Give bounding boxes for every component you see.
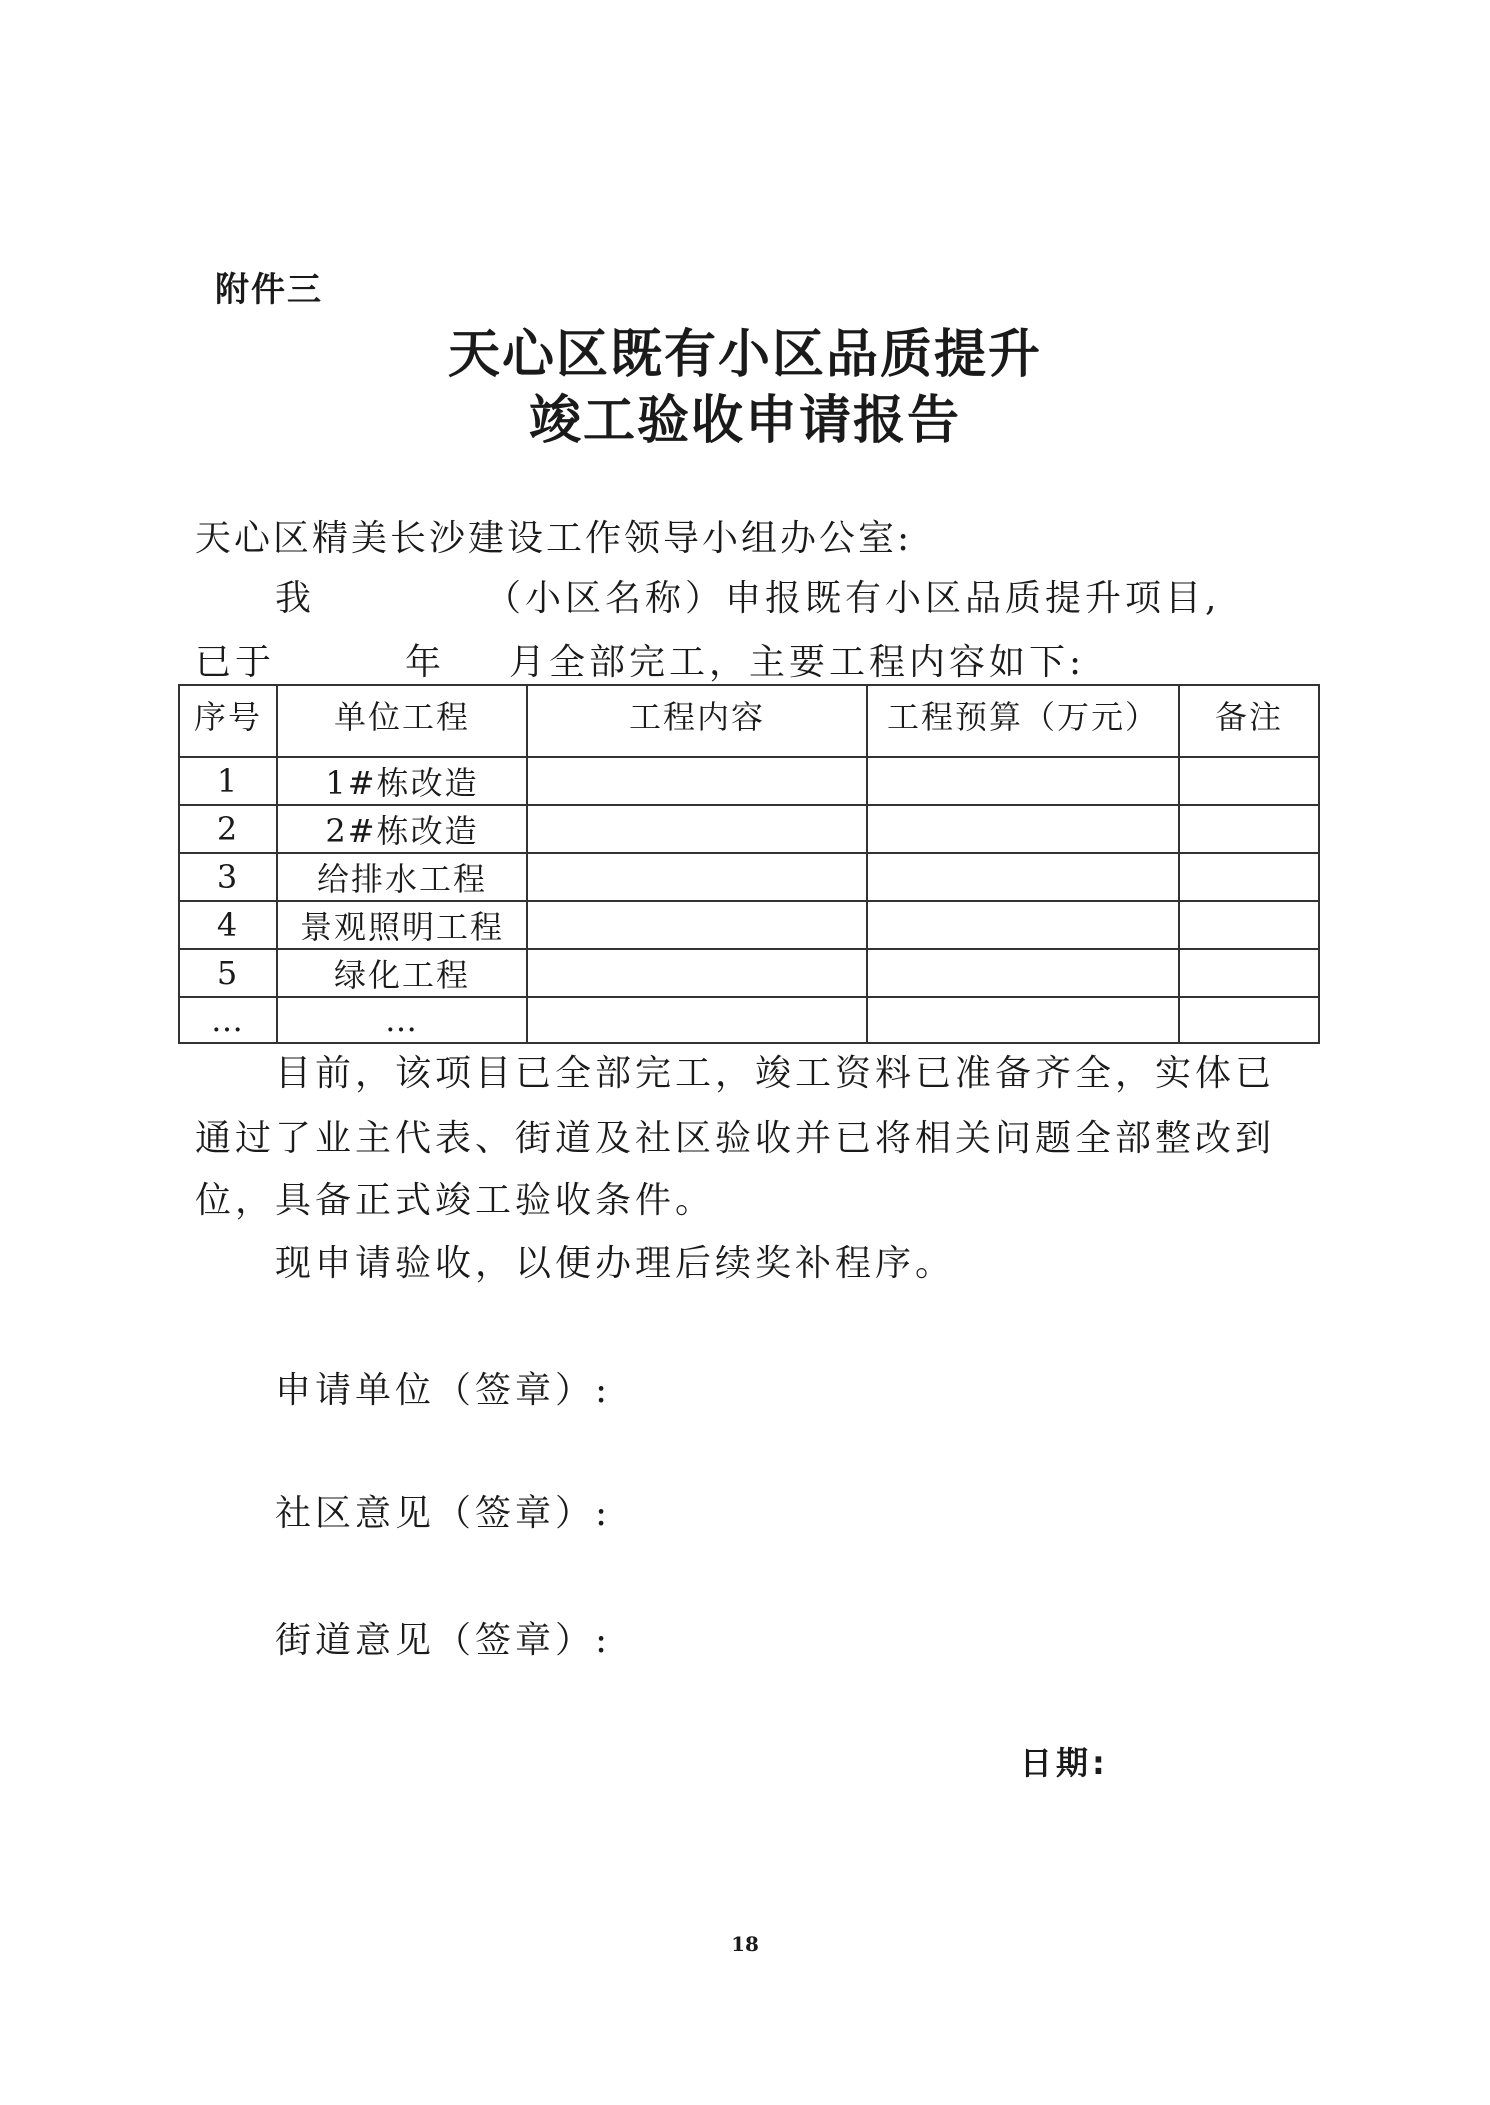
cell-remarks [1179, 805, 1319, 853]
cell-seq: … [179, 997, 277, 1043]
applicant-signature-label: 申请单位（签章）: [275, 1370, 612, 1411]
table-row [179, 805, 1319, 853]
cell-remarks [1179, 997, 1319, 1043]
intro-text-e: 月全部完工，主要工程内容如下: [509, 642, 1086, 683]
cell-unit-project: 给排水工程 [277, 853, 527, 901]
paragraph-status-line2: 通过了业主代表、街道及社区验收并已将相关问题全部整改到 [195, 1118, 1276, 1159]
header-budget: 工程预算（万元） [867, 685, 1179, 757]
cell-budget [867, 757, 1179, 805]
cell-remarks [1179, 757, 1319, 805]
cell-budget [867, 997, 1179, 1043]
cell-content [527, 997, 867, 1043]
cell-seq: 4 [179, 901, 277, 949]
cell-budget [867, 805, 1179, 853]
table-row [179, 757, 1319, 805]
street-opinion-label: 街道意见（签章）: [275, 1620, 612, 1661]
community-opinion-label: 社区意见（签章）: [275, 1493, 612, 1534]
cell-remarks [1179, 853, 1319, 901]
cell-content [527, 757, 867, 805]
cell-unit-project: 2#栋改造 [277, 805, 527, 853]
cell-remarks [1179, 901, 1319, 949]
intro-text-a: 我 [275, 578, 316, 619]
date-label: 日期: [1020, 1744, 1109, 1782]
cell-budget [867, 901, 1179, 949]
cell-budget [867, 949, 1179, 997]
attachment-label: 附件三 [215, 270, 323, 310]
addressee: 天心区精美长沙建设工作领导小组办公室: [195, 518, 913, 559]
cell-content [527, 805, 867, 853]
cell-seq: 2 [179, 805, 277, 853]
document-title-line2: 竣工验收申请报告 [528, 391, 961, 451]
cell-content [527, 853, 867, 901]
cell-unit-project: 1#栋改造 [277, 757, 527, 805]
cell-seq: 5 [179, 949, 277, 997]
cell-unit-project: … [277, 997, 527, 1043]
document-title-line1: 天心区既有小区品质提升 [447, 325, 1042, 385]
paragraph-intro-line2 [195, 634, 1085, 685]
paragraph-request: 现申请验收，以便办理后续奖补程序。 [275, 1243, 956, 1284]
cell-budget [867, 853, 1179, 901]
cell-unit-project: 绿化工程 [277, 949, 527, 997]
header-remarks: 备注 [1179, 685, 1319, 757]
project-works-table [178, 684, 1320, 1044]
table-header-row [179, 685, 1319, 757]
page-number: 18 [731, 1932, 759, 1956]
paragraph-status-line1: 目前，该项目已全部完工，竣工资料已准备齐全，实体已 [275, 1053, 1276, 1094]
cell-unit-project: 景观照明工程 [277, 901, 527, 949]
cell-content [527, 949, 867, 997]
header-seq: 序号 [179, 685, 277, 757]
header-unit-project: 单位工程 [277, 685, 527, 757]
table-row [179, 997, 1319, 1043]
paragraph-intro-line1 [275, 570, 1220, 621]
intro-text-c: 已于 [195, 642, 276, 683]
table-row [179, 853, 1319, 901]
table-row [179, 901, 1319, 949]
cell-remarks [1179, 949, 1319, 997]
paragraph-status-line3: 位，具备正式竣工验收条件。 [195, 1180, 716, 1221]
cell-seq: 3 [179, 853, 277, 901]
header-content: 工程内容 [527, 685, 867, 757]
intro-text-d: 年 [405, 642, 446, 683]
table-row [179, 949, 1319, 997]
intro-text-b: （小区名称）申报既有小区品质提升项目, [485, 578, 1221, 619]
cell-seq: 1 [179, 757, 277, 805]
cell-content [527, 901, 867, 949]
